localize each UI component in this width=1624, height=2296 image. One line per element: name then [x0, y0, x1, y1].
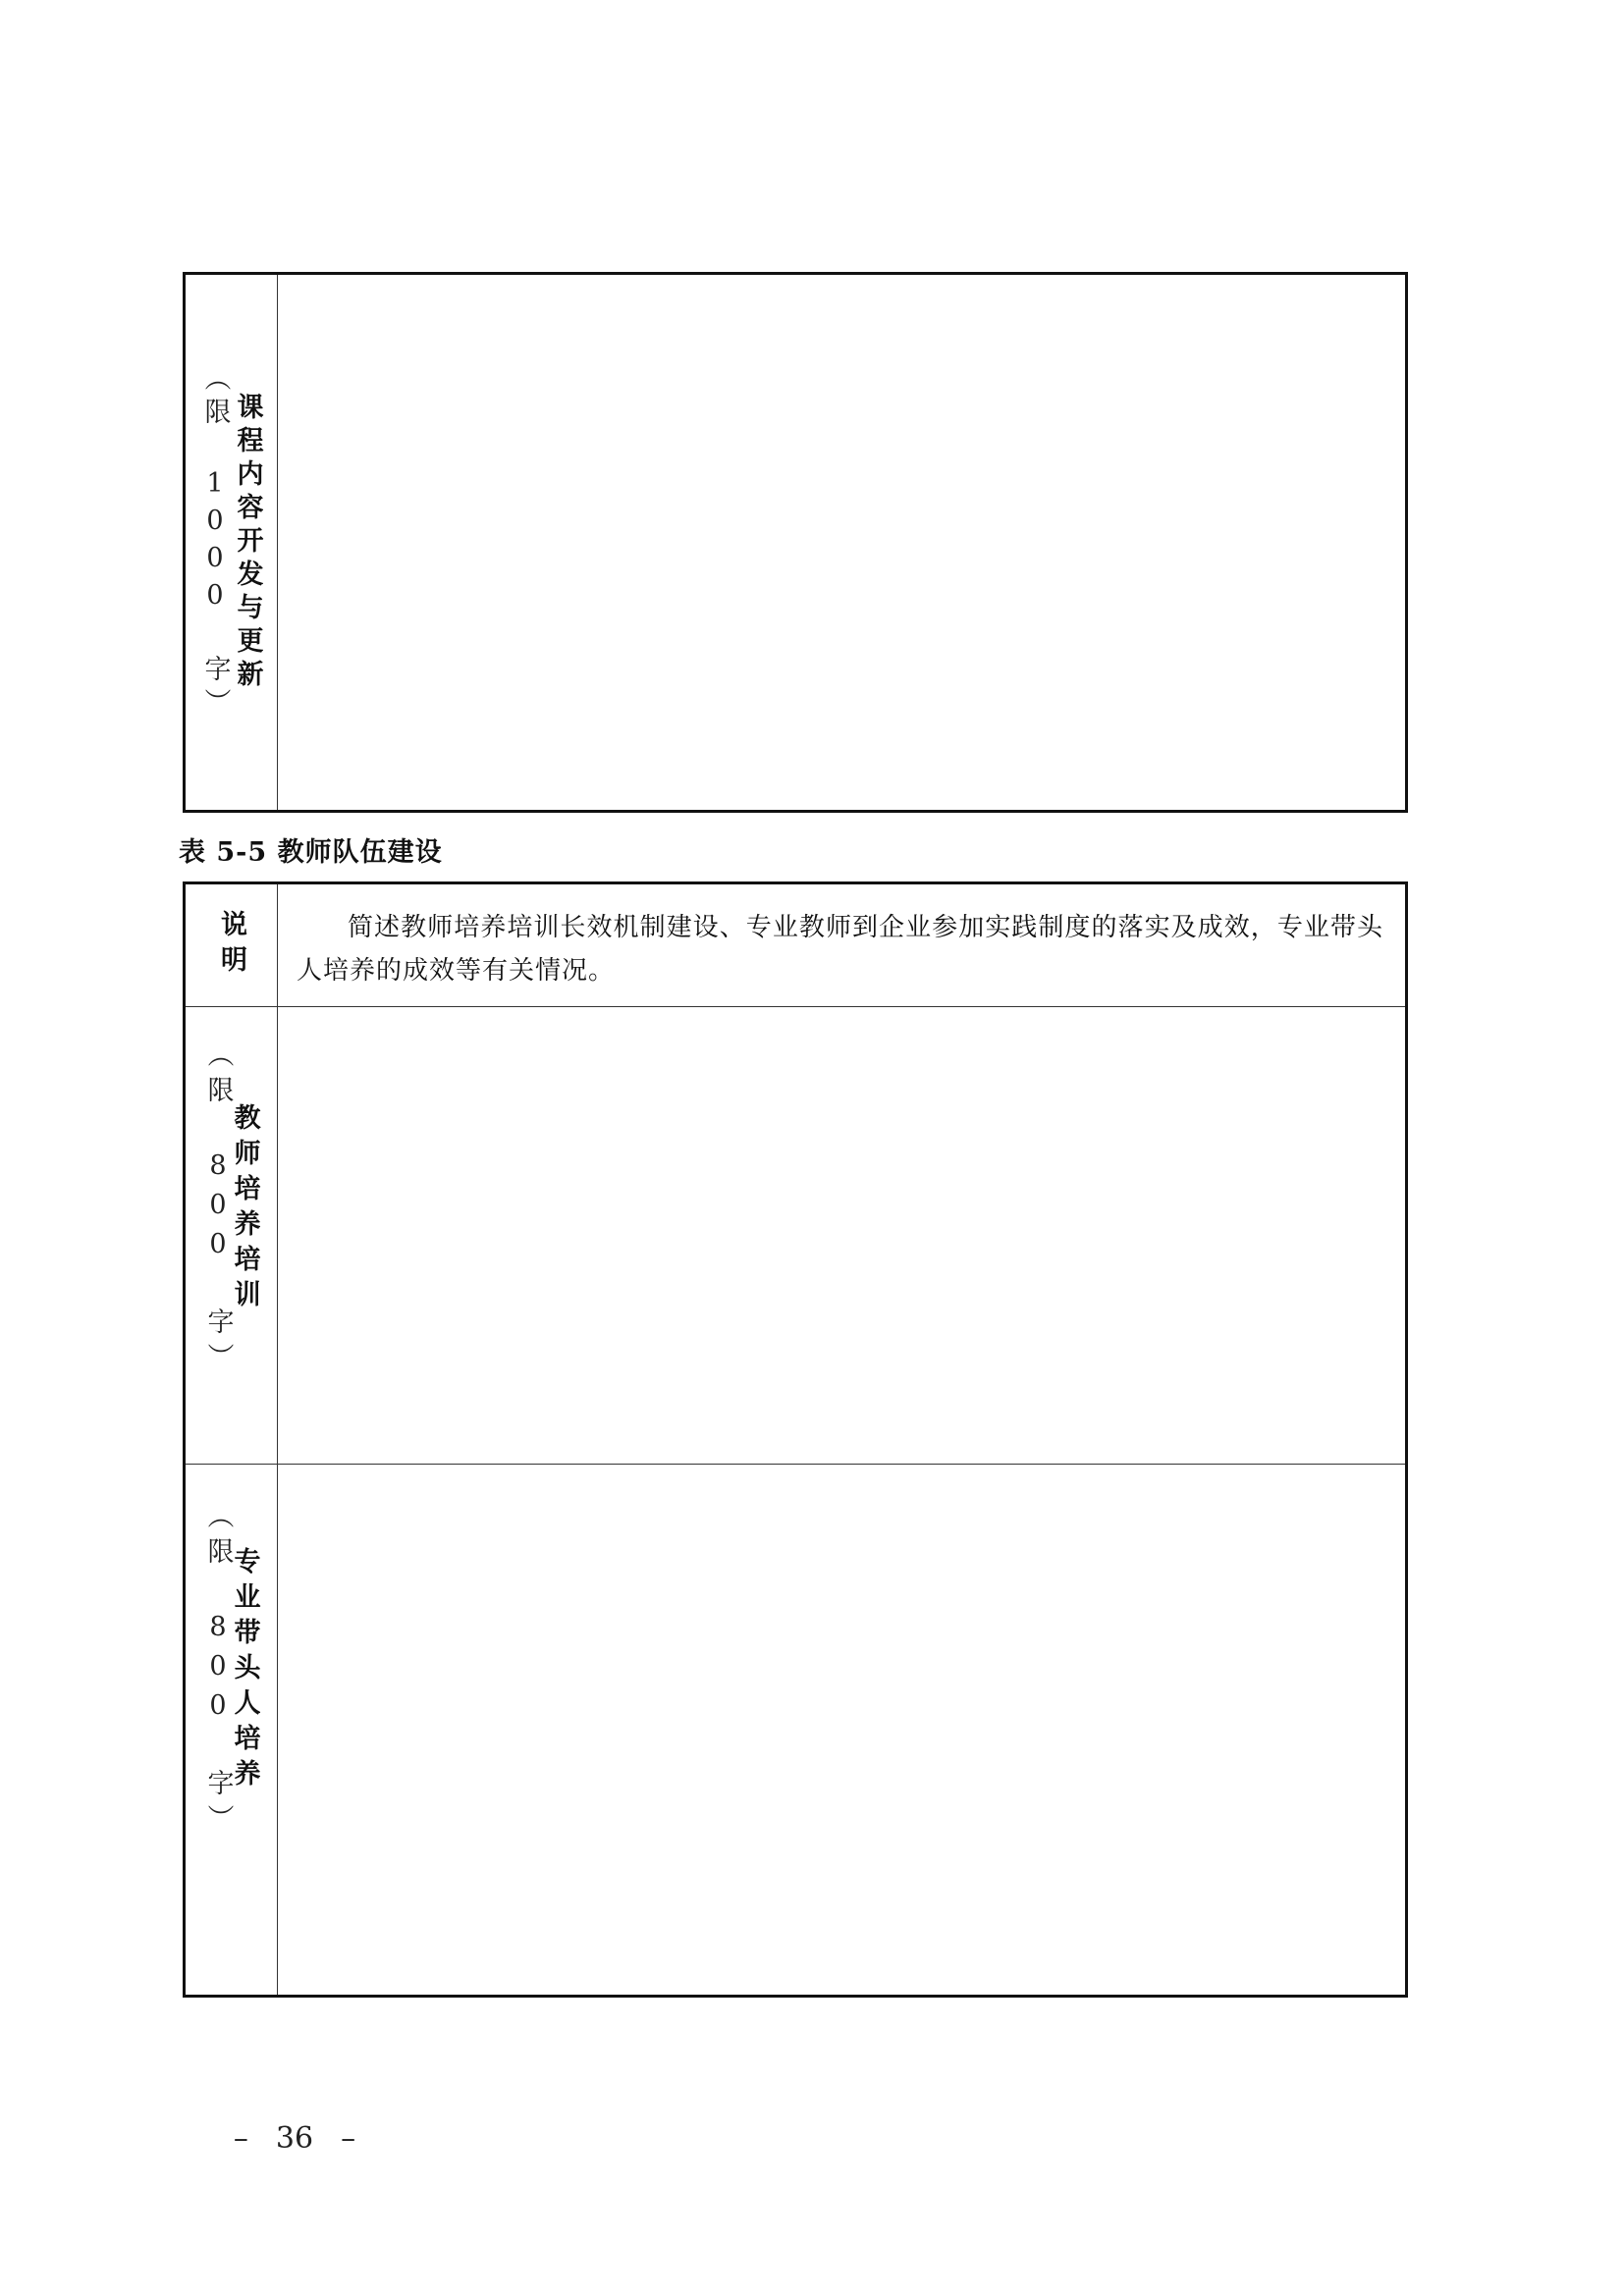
teacher-training-label-note: （限 800 字） — [202, 1041, 234, 1378]
teacher-team-table — [183, 881, 1408, 1998]
lead-teacher-label-main: 专业带头人培养 — [229, 1547, 260, 1794]
lead-teacher-label — [186, 1465, 277, 1995]
teacher-training-row — [186, 1006, 1405, 1464]
teacher-training-input-area[interactable] — [279, 1007, 1405, 1464]
page-number — [0, 2121, 589, 2156]
description-row — [186, 884, 1405, 1006]
course-content-label-cell — [186, 275, 278, 810]
table-caption: 表 5-5 教师队伍建设 — [179, 837, 443, 868]
course-content-label — [186, 275, 277, 810]
course-content-label-note: （限 1000 字） — [199, 363, 231, 721]
description-content — [279, 884, 1405, 1006]
lead-teacher-input-area[interactable] — [279, 1465, 1405, 1995]
description-text: 简述教师培养培训长效机制建设、专业教师到企业参加实践制度的落实及成效，专业带头人培养的成效等有关情况。 — [297, 913, 1383, 986]
teacher-training-label — [186, 1007, 277, 1464]
description-label-cell — [186, 884, 278, 1006]
lead-teacher-row — [186, 1464, 1405, 1995]
page-number-value: 36 — [275, 2121, 314, 2156]
lead-teacher-label-cell — [186, 1465, 278, 1995]
description-label-text: 说明 — [216, 910, 246, 981]
teacher-training-label-cell — [186, 1007, 278, 1464]
page-number-dash-left: – — [233, 2121, 248, 2156]
course-content-row — [186, 275, 1405, 810]
course-content-table — [183, 272, 1408, 813]
teacher-training-label-main: 教师培养培训 — [229, 1103, 260, 1315]
course-content-input-area[interactable] — [279, 275, 1405, 810]
page-number-dash-right: – — [341, 2121, 356, 2156]
lead-teacher-label-note: （限 800 字） — [202, 1502, 234, 1840]
course-content-label-main: 课程内容开发与更新 — [232, 392, 263, 693]
description-label — [186, 884, 277, 1006]
